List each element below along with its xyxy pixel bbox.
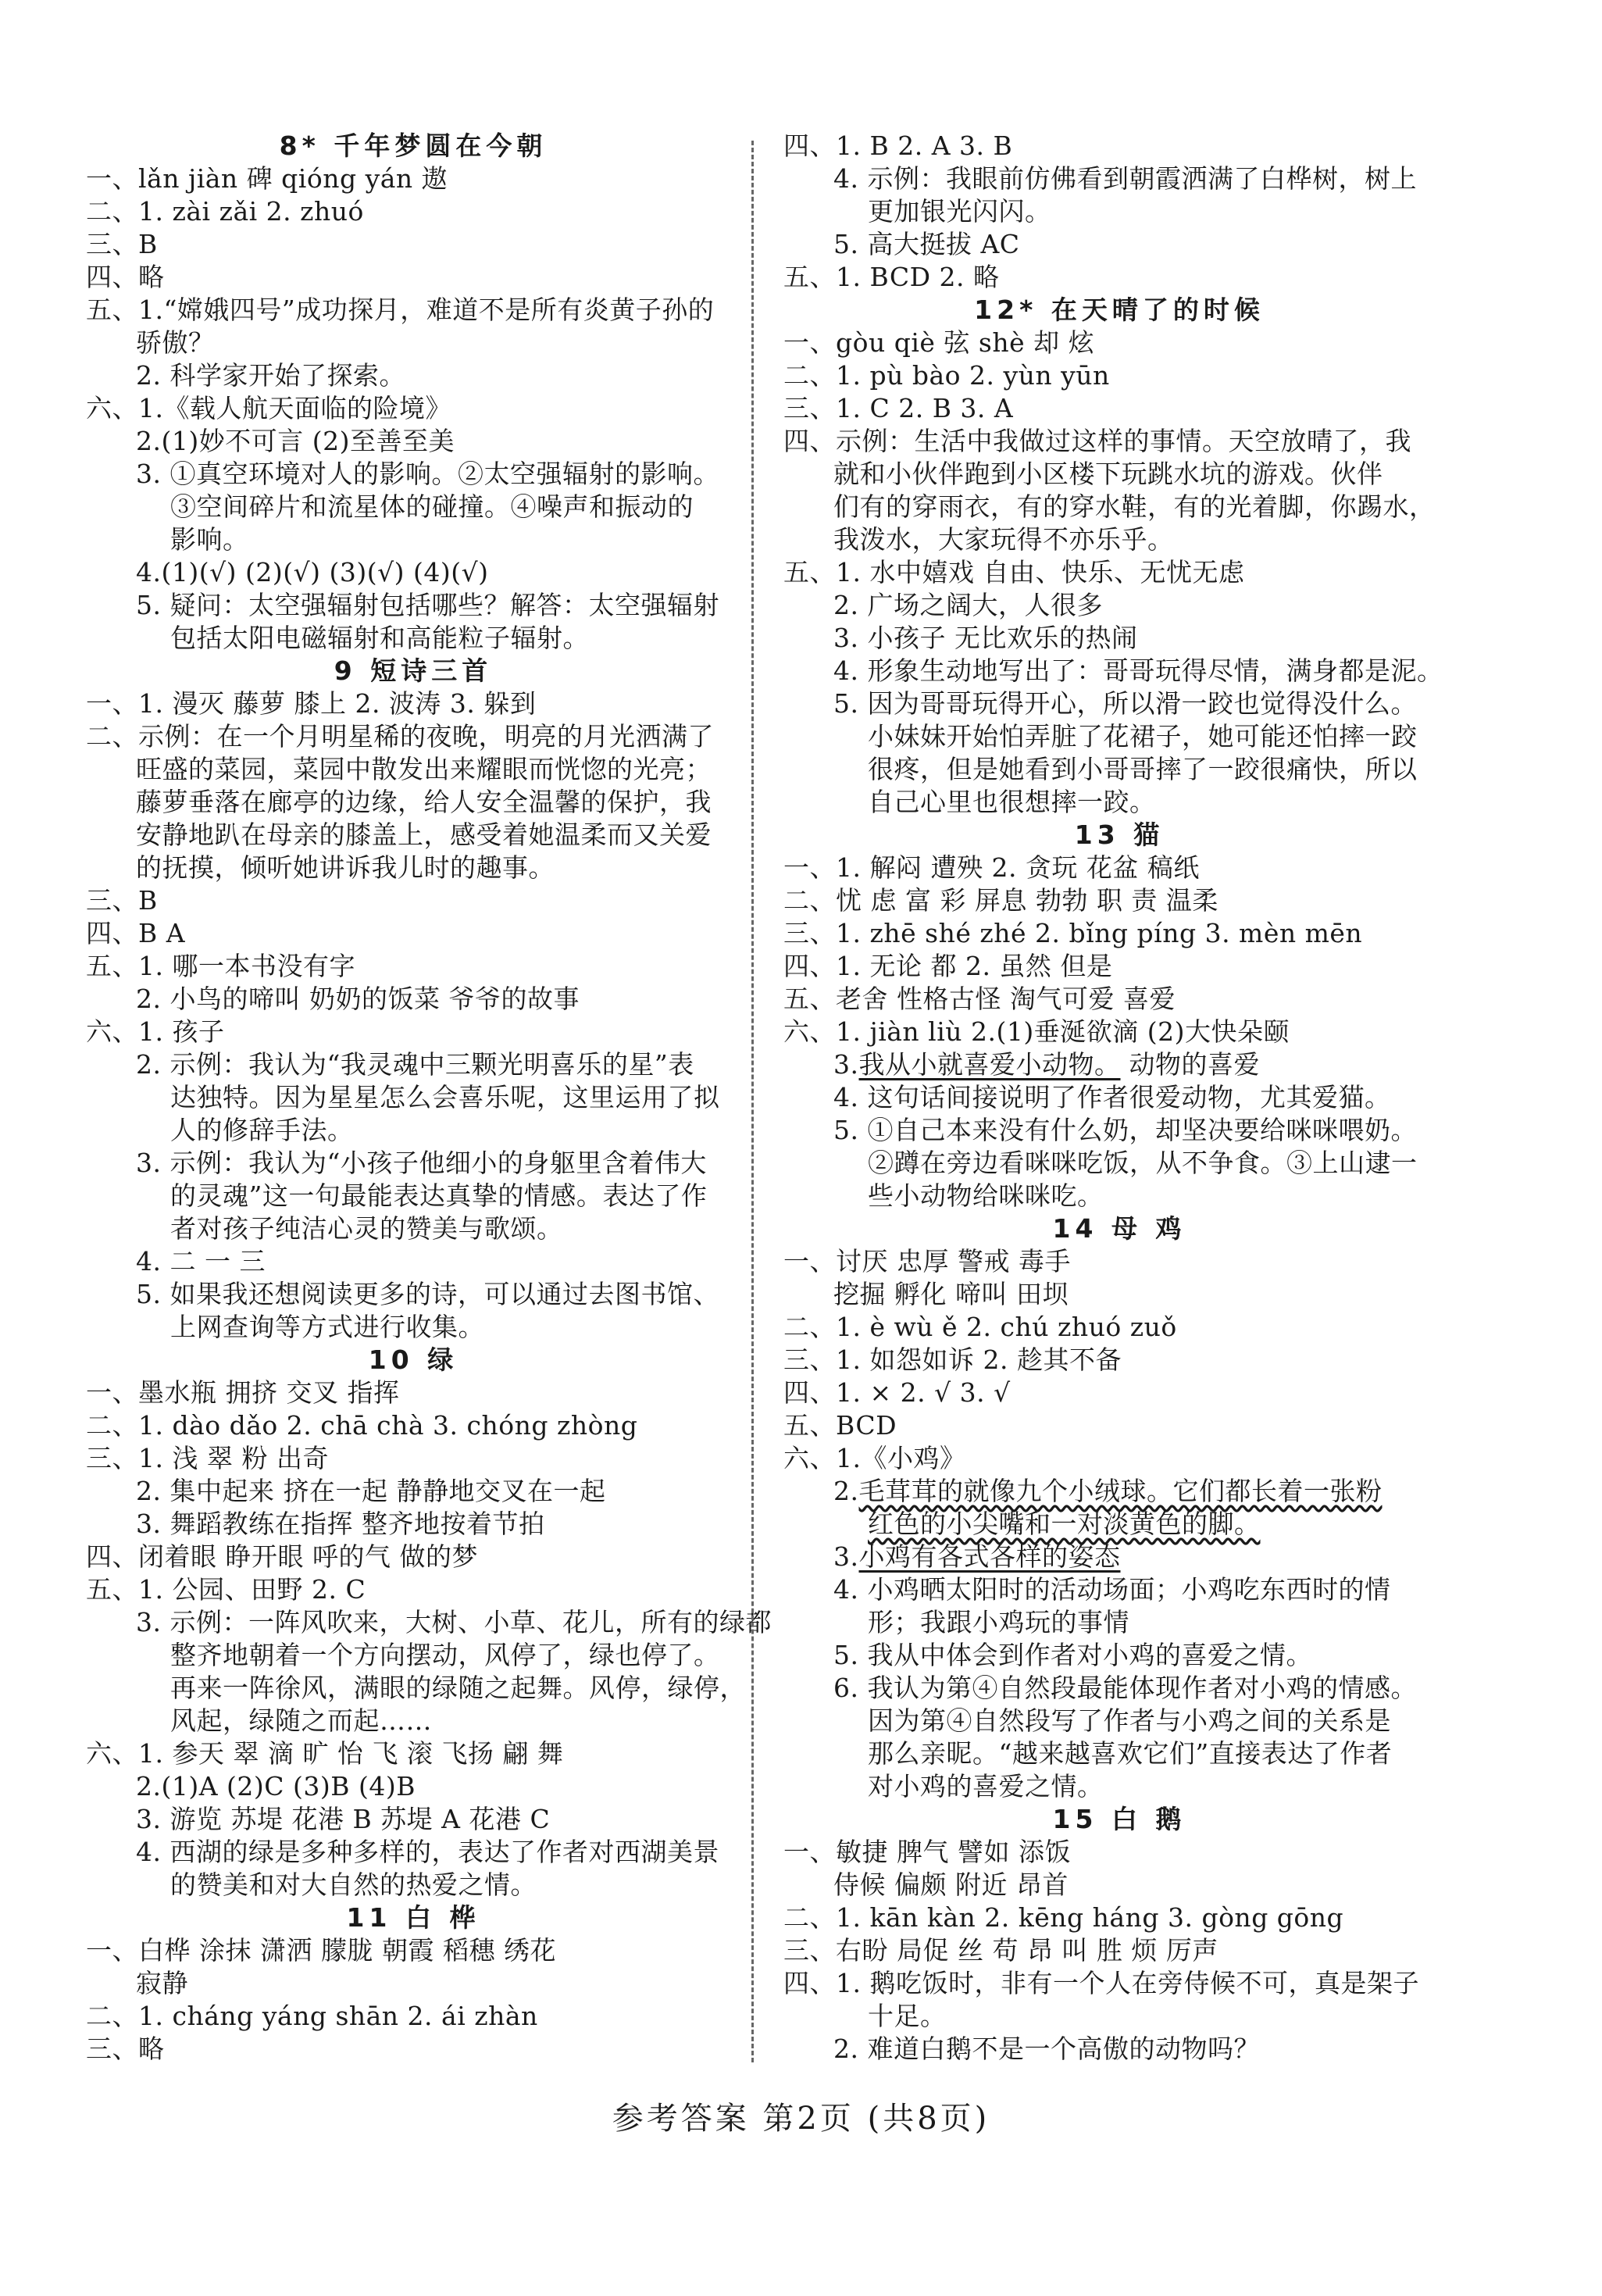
line-text: 小妹妹开始怕弄脏了花裙子，她可能还怕摔一跤 [868, 721, 1418, 752]
left-answer-line [86, 622, 740, 655]
line-text: 5. 疑问：太空强辐射包括哪些？解答：太空强辐射 [136, 590, 719, 620]
left-answer-line [86, 1737, 740, 1770]
right-answer-line [783, 1967, 1455, 2000]
line-text: 3. 游览 苏堤 花港 B 苏堤 A 花港 C [136, 1804, 551, 1834]
right-answer-line [783, 1770, 1455, 1803]
left-answer-line [86, 884, 740, 917]
left-answer-line [86, 523, 740, 556]
left-answer-line [86, 589, 740, 622]
left-answer-line [86, 786, 740, 819]
right-answer-line [783, 1573, 1455, 1606]
right-answer-line [783, 1311, 1455, 1344]
left-answer-line [86, 2000, 740, 2033]
line-text: 我泼水，大家玩得不亦乐乎。 [833, 524, 1174, 555]
left-answer-line [86, 1377, 740, 1409]
line-text: 14 母 鸡 [1052, 1213, 1186, 1244]
line-text: 五、老舍 性格古怪 淘气可爱 喜爱 [783, 984, 1176, 1014]
right-answer-line [783, 1278, 1455, 1311]
left-answer-line [86, 1409, 740, 1442]
right-lesson-heading [783, 1803, 1455, 1836]
line-text: 一、1. 漫灭 藤萝 膝上 2. 波涛 3. 躲到 [86, 688, 537, 719]
line-text: 因为第④自然段写了作者与小鸡之间的关系是 [868, 1705, 1391, 1736]
line-text: 的灵魂”这一句最能表达真挚的情感。表达了作 [170, 1180, 708, 1211]
right-answer-line [783, 1541, 1455, 1573]
line-text: 2.(1)妙不可言 (2)至善至美 [136, 426, 455, 456]
right-answer-line [783, 1934, 1455, 1967]
left-answer-line [86, 1770, 740, 1803]
left-answer-line [86, 1016, 740, 1048]
line-text: 安静地趴在母亲的膝盖上，感受着她温柔而又关爱 [136, 819, 712, 850]
left-answer-line [86, 294, 740, 327]
right-answer-line [783, 1377, 1455, 1409]
line-text: 一、白桦 涂抹 潇洒 朦胧 朝霞 稻穗 绣花 [86, 1935, 556, 1966]
line-text: 自己心里也很想摔一跤。 [868, 787, 1156, 817]
line-text: 3. 示例：一阵风吹来，大树、小草、花儿，所有的绿都 [136, 1607, 772, 1637]
line-text: 3. 舞蹈教练在指挥 整齐地按着节拍 [136, 1509, 545, 1539]
line-text: 藤萝垂落在廊亭的边缘，给人安全温馨的保护，我 [136, 787, 712, 817]
underlined-text: 小鸡有各式各样的姿态 [858, 1541, 1121, 1572]
line-text: 二、1. dào dǎo 2. chā chà 3. chóng zhòng [86, 1410, 638, 1441]
line-text: 2. 集中起来 挤在一起 静静地交叉在一起 [136, 1476, 606, 1506]
line-text: 12* 在天晴了的时候 [974, 295, 1265, 325]
right-answer-line [783, 162, 1455, 195]
line-text: 的赞美和对大自然的热爱之情。 [170, 1869, 537, 1900]
line-text: 包括太阳电磁辐射和高能粒子辐射。 [170, 623, 589, 653]
line-text: 六、1. 孩子 [86, 1016, 225, 1047]
left-answer-line [86, 1869, 740, 1901]
right-answer-line [783, 130, 1455, 162]
line-text: 挖掘 孵化 啼叫 田坝 [833, 1279, 1069, 1309]
line-text: 6. 我认为第④自然段最能体现作者对小鸡的情感。 [833, 1673, 1417, 1703]
line-text: 达独特。因为星星怎么会喜乐呢，这里运用了拟 [170, 1082, 720, 1112]
line-text: 3. 示例：我认为“小孩子他细小的身躯里含着伟大 [136, 1148, 707, 1178]
line-text: 4. 形象生动地写出了：哥哥玩得尽情，满身都是泥。 [833, 655, 1443, 686]
line-text: 四、B A [86, 918, 186, 948]
line-text: 三、1. 如怨如诉 2. 趁其不备 [783, 1344, 1122, 1375]
line-text: 风起，绿随之而起…… [170, 1705, 432, 1736]
line-text: 二、1. pù bào 2. yùn yūn [783, 360, 1110, 391]
line-text: 骄傲？ [136, 327, 215, 358]
right-answer-line [783, 1606, 1455, 1639]
line-text: 9 短诗三首 [334, 655, 493, 686]
line-text: 2. 示例：我认为“我灵魂中三颗光明喜乐的星”表 [136, 1049, 694, 1080]
left-lesson-heading [86, 130, 740, 162]
line-text: 二、示例：在一个月明星稀的夜晚，明亮的月光洒满了 [86, 721, 714, 752]
line-text: 一、敏捷 脾气 譬如 添饭 [783, 1837, 1071, 1867]
left-answer-line [86, 556, 740, 589]
underlined-text: 我从小就喜爱小动物。 [858, 1049, 1121, 1080]
left-answer-line [86, 1278, 740, 1311]
line-text: 影响。 [170, 524, 249, 555]
line-text: 四、1. B 2. A 3. B [783, 130, 1013, 161]
line-text: 2. 广场之阔大，人很多 [833, 590, 1103, 620]
right-answer-line [783, 852, 1455, 884]
line-tail-text: 动物的喜爱 [1120, 1049, 1260, 1080]
right-answer-line [783, 2033, 1455, 2066]
line-text: 11 白 桦 [346, 1902, 480, 1933]
line-text: 形；我跟小鸡玩的事情 [868, 1607, 1129, 1637]
right-answer-line [783, 1344, 1455, 1377]
line-text: 3. [833, 1049, 859, 1080]
left-answer-line [86, 917, 740, 950]
right-answer-line [783, 392, 1455, 425]
line-text: 五、1. 公园、田野 2. C [86, 1574, 366, 1605]
right-lesson-heading [783, 819, 1455, 852]
left-lesson-heading [86, 655, 740, 687]
line-text: 三、B [86, 229, 158, 259]
left-answer-line [86, 753, 740, 786]
line-text: 2. 科学家开始了探索。 [136, 360, 405, 391]
right-answer-line [783, 458, 1455, 491]
line-text: 三、B [86, 885, 158, 916]
left-answer-line [86, 1114, 740, 1147]
right-answer-line [783, 622, 1455, 655]
left-answer-line [86, 1672, 746, 1705]
line-text: 三、1. zhē shé zhé 2. bǐng píng 3. mèn mēn [783, 918, 1363, 948]
right-answer-line [783, 1836, 1455, 1869]
right-answer-line [783, 687, 1455, 720]
left-answer-line [86, 425, 740, 458]
right-answer-line [783, 1442, 1455, 1475]
right-answer-line [783, 1245, 1455, 1278]
line-text: 再来一阵徐风，满眼的绿随之起舞。风停，绿停， [170, 1673, 746, 1703]
right-answer-line [783, 523, 1455, 556]
line-text: 三、1. 浅 翠 粉 出奇 [86, 1443, 329, 1473]
right-answer-line [783, 491, 1455, 523]
right-answer-line [783, 261, 1455, 294]
line-text: 3. ①真空环境对人的影响。②太空强辐射的影响。 [136, 459, 719, 489]
right-answer-line [783, 195, 1455, 228]
line-text: 们有的穿雨衣，有的穿水鞋，有的光着脚，你踢水， [833, 491, 1436, 522]
line-text: 四、1. 鹅吃饭时，非有一个人在旁侍候不可，真是架子 [783, 1968, 1419, 1998]
line-text: 二、1. cháng yáng shān 2. ái zhàn [86, 2001, 538, 2031]
left-lesson-heading [86, 1901, 740, 1934]
line-text: 对小鸡的喜爱之情。 [868, 1771, 1104, 1801]
line-text: 二、1. kān kàn 2. kēng háng 3. gòng gōng [783, 1902, 1344, 1933]
left-answer-line [86, 950, 740, 983]
line-text: 三、1. C 2. B 3. A [783, 393, 1014, 423]
right-answer-line [783, 359, 1455, 392]
line-text: 13 猫 [1074, 819, 1165, 850]
right-answer-line [783, 1705, 1455, 1737]
left-answer-line [86, 491, 740, 523]
line-text: 四、闭着眼 睁开眼 呼的气 做的梦 [86, 1541, 478, 1572]
line-text: 四、1. × 2. √ 3. √ [783, 1377, 1011, 1408]
line-text: 四、示例：生活中我做过这样的事情。天空放晴了，我 [783, 426, 1411, 456]
right-answer-line [783, 1901, 1455, 1934]
line-text: 的抚摸，倾听她讲诉我儿时的趣事。 [136, 852, 555, 883]
left-answer-line [86, 1934, 740, 1967]
right-answer-line [783, 917, 1455, 950]
right-answer-line [783, 950, 1455, 983]
line-text: 3. 小孩子 无比欢乐的热闹 [833, 623, 1138, 653]
line-text: 5. 我从中体会到作者对小鸡的喜爱之情。 [833, 1640, 1312, 1670]
right-answer-line [783, 1475, 1455, 1508]
right-answer-line [783, 1081, 1455, 1114]
line-text: 三、略 [86, 2034, 165, 2064]
left-answer-line [86, 687, 740, 720]
line-text: 就和小伙伴跑到小区楼下玩跳水坑的游戏。伙伴 [833, 459, 1383, 489]
line-text: 二、忧 虑 富 彩 屏息 勃勃 职 责 温柔 [783, 885, 1218, 916]
right-answer-line [783, 1869, 1455, 1901]
right-answer-line [783, 720, 1455, 753]
left-column [86, 130, 772, 2066]
left-answer-line [86, 1803, 740, 1836]
line-text: 些小动物给咪咪吃。 [868, 1180, 1104, 1211]
left-answer-line [86, 720, 740, 753]
line-text: 三、右盼 局促 丝 苟 昂 叫 胜 烦 厉声 [783, 1935, 1218, 1966]
line-text: 四、1. 无论 都 2. 虽然 但是 [783, 951, 1113, 981]
right-answer-line [783, 228, 1455, 261]
line-text: 一、讨厌 忠厚 警戒 毒手 [783, 1246, 1071, 1277]
right-answer-line [783, 1048, 1455, 1081]
right-lesson-heading [783, 294, 1455, 327]
line-text: 四、略 [86, 262, 165, 292]
right-answer-line [783, 425, 1455, 458]
left-answer-line [86, 1048, 740, 1081]
left-answer-line [86, 1967, 740, 2000]
line-text: 10 绿 [368, 1344, 458, 1375]
left-answer-line [86, 1180, 740, 1212]
left-answer-line [86, 1147, 740, 1180]
left-answer-line [86, 1508, 740, 1541]
left-answer-line [86, 2033, 740, 2066]
right-answer-line [783, 1409, 1455, 1442]
line-text: 5. 如果我还想阅读更多的诗，可以通过去图书馆、 [136, 1279, 719, 1309]
line-text: 4. 二 一 三 [136, 1246, 266, 1277]
line-text: 2. [833, 1476, 859, 1506]
line-text: 二、1. è wù ě 2. chú zhuó zuǒ [783, 1312, 1177, 1342]
wavy-underlined-text: 红色的小尖嘴和一对淡黄色的脚。 [868, 1509, 1261, 1539]
line-text: 5. ①自己本来没有什么奶，却坚决要给咪咪喂奶。 [833, 1115, 1417, 1145]
left-answer-line [86, 1212, 740, 1245]
column-divider [751, 141, 754, 2062]
left-answer-line [86, 1245, 740, 1278]
line-text: 5. 高大挺拔 AC [833, 229, 1020, 259]
line-text: 五、BCD [783, 1410, 897, 1441]
line-text: 五、1. 水中嬉戏 自由、快乐、无忧无虑 [783, 557, 1245, 587]
left-answer-line [86, 1836, 740, 1869]
line-text: 8* 千年梦圆在今朝 [279, 130, 548, 161]
left-answer-line [86, 1475, 740, 1508]
left-answer-line [86, 1081, 740, 1114]
line-text: 侍候 偏颇 附近 昂首 [833, 1869, 1069, 1900]
left-answer-line [86, 228, 740, 261]
line-text: 5. 因为哥哥玩得开心，所以滑一跤也觉得没什么。 [833, 688, 1417, 719]
right-answer-line [783, 1672, 1455, 1705]
line-text: 六、1.《小鸡》 [783, 1443, 966, 1473]
line-text: ②蹲在旁边看咪咪吃饭，从不争食。③上山逮一 [868, 1148, 1418, 1178]
right-answer-line [783, 589, 1455, 622]
left-answer-line [86, 1541, 740, 1573]
line-text: 整齐地朝着一个方向摆动，风停了，绿也停了。 [170, 1640, 720, 1670]
line-text: 4. 示例：我眼前仿佛看到朝霞洒满了白桦树，树上 [833, 163, 1417, 194]
line-text: 4. 这句话间接说明了作者很爱动物，尤其爱猫。 [833, 1082, 1391, 1112]
right-answer-line [783, 327, 1455, 359]
line-text: 人的修辞手法。 [170, 1115, 354, 1145]
right-answer-line [783, 884, 1455, 917]
right-answer-line [783, 2000, 1455, 2033]
line-text: 一、gòu qiè 弦 shè 却 炫 [783, 327, 1095, 358]
line-text: 六、1. 参天 翠 滴 旷 怡 飞 滚 飞扬 翩 舞 [86, 1738, 564, 1769]
line-text: 2.(1)A (2)C (3)B (4)B [136, 1771, 416, 1801]
page-footer: 参考答案 第2页 (共8页) [612, 2101, 990, 2137]
right-answer-line [783, 556, 1455, 589]
left-answer-line [86, 819, 740, 852]
line-text: 4.(1)(√) (2)(√) (3)(√) (4)(√) [136, 557, 489, 587]
line-text: 15 白 鹅 [1052, 1804, 1186, 1834]
left-answer-line [86, 1311, 740, 1344]
left-lesson-heading [86, 1344, 740, 1377]
line-text: 更加银光闪闪。 [868, 196, 1051, 227]
left-answer-line [86, 195, 740, 228]
left-answer-line [86, 359, 740, 392]
right-column [783, 130, 1455, 2066]
line-text: 2. 小鸟的啼叫 奶奶的饭菜 爷爷的故事 [136, 984, 580, 1014]
line-text: ③空间碎片和流星体的碰撞。④噪声和振动的 [170, 491, 694, 522]
line-text: 五、1. BCD 2. 略 [783, 262, 1000, 292]
line-text: 六、1. jiàn liù 2.(1)垂涎欲滴 (2)大快朵颐 [783, 1016, 1290, 1047]
right-answer-line [783, 1147, 1455, 1180]
line-text: 旺盛的菜园，菜园中散发出来耀眼而恍惚的光亮； [136, 754, 712, 784]
line-text: 者对孩子纯洁心灵的赞美与歌颂。 [170, 1213, 563, 1244]
left-answer-line [86, 261, 740, 294]
line-text: 4. 小鸡晒太阳时的活动场面；小鸡吃东西时的情 [833, 1574, 1391, 1605]
left-answer-line [86, 983, 740, 1016]
wavy-underlined-text: 毛茸茸的就像九个小绒球。它们都长着一张粉 [858, 1476, 1383, 1506]
line-text: 五、1.“嫦娥四号”成功探月，难道不是所有炎黄子孙的 [86, 295, 715, 325]
line-text: 六、1.《载人航天面临的险境》 [86, 393, 451, 423]
right-answer-line [783, 1508, 1455, 1541]
left-answer-line [86, 327, 740, 359]
right-answer-line [783, 1114, 1455, 1147]
line-text: 很疼，但是她看到小哥哥摔了一跤很痛快，所以 [868, 754, 1418, 784]
right-answer-line [783, 1016, 1455, 1048]
line-text: 十足。 [868, 2001, 947, 2031]
line-text: 一、1. 解闷 遭殃 2. 贪玩 花盆 稿纸 [783, 852, 1200, 883]
left-answer-line [86, 392, 740, 425]
line-text: 2. 难道白鹅不是一个高傲的动物吗？ [833, 2034, 1260, 2064]
right-answer-line [783, 983, 1455, 1016]
line-text: 一、墨水瓶 拥挤 交叉 指挥 [86, 1377, 400, 1408]
left-answer-line [86, 162, 740, 195]
left-answer-line [86, 1639, 740, 1672]
right-answer-line [783, 655, 1455, 687]
left-answer-line [86, 1606, 772, 1639]
line-text: 那么亲昵。“越来越喜欢它们”直接表达了作者 [868, 1738, 1393, 1769]
line-text: 3. [833, 1541, 859, 1572]
line-text: 上网查询等方式进行收集。 [170, 1312, 484, 1342]
right-answer-line [783, 753, 1455, 786]
line-text: 一、lǎn jiàn 碑 qióng yán 遨 [86, 163, 448, 194]
left-answer-line [86, 852, 740, 884]
left-answer-line [86, 458, 740, 491]
line-text: 二、1. zài zǎi 2. zhuó [86, 196, 364, 227]
left-answer-line [86, 1573, 740, 1606]
line-text: 五、1. 哪一本书没有字 [86, 951, 355, 981]
line-text: 寂静 [136, 1968, 188, 1998]
right-answer-line [783, 1737, 1455, 1770]
right-answer-line [783, 1180, 1455, 1212]
right-answer-line [783, 786, 1455, 819]
left-answer-line [86, 1442, 740, 1475]
right-answer-line [783, 1639, 1455, 1672]
right-lesson-heading [783, 1212, 1455, 1245]
left-answer-line [86, 1705, 740, 1737]
line-text: 4. 西湖的绿是多种多样的，表达了作者对西湖美景 [136, 1837, 719, 1867]
